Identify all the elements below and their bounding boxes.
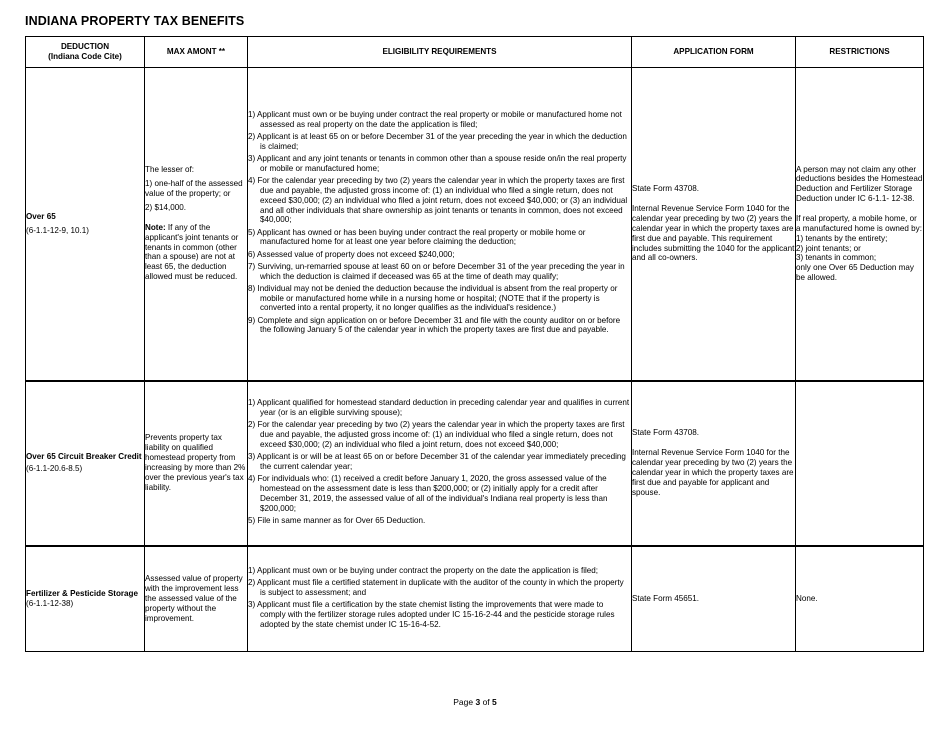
- form-detail: Internal Revenue Service Form 1040 for the calendar year preceding by two (2) years the calendar year in which the property taxes are first due and payable for applicant and spouse.: [632, 448, 794, 497]
- header-restrictions: RESTRICTIONS: [796, 37, 924, 68]
- list-item: 5) Applicant has owned or has been buying under contract the real property or mobile home or manufactured home for at least one year before claiming the deduction;: [248, 227, 586, 247]
- amount-text: Prevents property tax liability on qualified homestead property from increasing by more than 2% over the previous year's tax liability.: [145, 433, 246, 492]
- form-name: State Form 43708.: [632, 184, 700, 194]
- restriction-text: only one Over 65 Deduction may be allowed.: [796, 263, 914, 283]
- eligibility-cell: [248, 381, 632, 546]
- application-form-cell: [632, 546, 796, 652]
- application-form-cell: [632, 68, 796, 381]
- list-item: 3) Applicant and any joint tenants or tenants in common other than a spouse reside on/in the real property or mobile or manufactured home;: [248, 153, 627, 173]
- list-item: 2) For the calendar year preceding by two (2) years the calendar year in which the property taxes are first due and payable, the adjusted gross income of: (1) an individual who filed a single return, does not exceed $30,000; (2) an individual who filed a joint return, does not exceed $40,000;: [248, 420, 625, 449]
- restriction-text: If real property, a mobile home, or a manufactured home is owned by:: [796, 213, 922, 233]
- application-form-cell: [632, 381, 796, 546]
- amount-text: Assessed value of property with the improvement less the assessed value of the property without the improvement.: [145, 574, 243, 623]
- form-name: State Form 43708.: [632, 428, 700, 438]
- deduction-cell: [26, 381, 145, 546]
- header-application-form: APPLICATION FORM: [632, 37, 796, 68]
- deduction-cite: (6-1.1-20.6-8.5): [26, 464, 83, 473]
- deduction-name: Over 65: [26, 211, 56, 221]
- amount-note: [145, 223, 247, 282]
- restriction-text: 1) tenants by the entirety;: [796, 233, 888, 243]
- list-item: 9) Complete and sign application on or before December 31 and file with the county auditor on or before the following January 5 of the calendar year in which the property taxes are first due and payable.: [248, 315, 621, 335]
- page-total: 5: [492, 697, 497, 707]
- list-item: 6) Assessed value of property does not exceed $240,000;: [248, 249, 455, 259]
- restriction-text: A person may not claim any other deductions besides the Homestead Deduction and Fertilizer Storage Deduction under IC 6-1.1- 12-38.: [796, 164, 923, 204]
- list-item: 1) Applicant must own or be buying under contract the property on the date the application is filed;: [248, 565, 599, 575]
- list-item: 4) For individuals who: (1) received a credit before January 1, 2020, the gross assessed value of the homestead on the assessment date is less than $200,000; or (2) initially apply for a credit after December 31, 2019, the assessed value of all of the individual's Indiana real property is less than $200,000;: [248, 474, 608, 513]
- header-deduction: [26, 37, 145, 68]
- footer-prefix: Page: [453, 697, 476, 707]
- restrictions-cell: [796, 546, 924, 652]
- list-item: 2) Applicant is at least 65 on or before December 31 of the year preceding the year in which the deduction is claimed;: [248, 131, 627, 151]
- requirements-list: [248, 566, 631, 630]
- list-item: 2) Applicant must file a certified statement in duplicate with the auditor of the county in which the property is subject to assessment; and: [248, 577, 624, 597]
- list-item: 3) Applicant must file a certification by the state chemist listing the improvements that were made to comply with the fertilizer storage rules adopted under IC 15-16-2-44 and the pesticide storage rules adopted by the state chemist under IC 15-16-4-52.: [248, 599, 615, 629]
- header-eligibility: ELIGIBILITY REQUIREMENTS: [248, 37, 632, 68]
- table-row: [26, 546, 924, 652]
- form-detail: Internal Revenue Service Form 1040 for the calendar year preceding by two (2) years the calendar year in which the property taxes are first due and payable. This requirement includes submitting the 1040 for the applicant and all co-owners.: [632, 204, 795, 263]
- header-max-amount: MAX AMONT **: [145, 37, 248, 68]
- deduction-name: Over 65 Circuit Breaker Credit: [26, 452, 142, 462]
- form-name: State Form 45651.: [632, 593, 700, 603]
- list-item: 3) Applicant is or will be at least 65 on or before December 31 of the calendar year immediately preceding the current calendar year;: [248, 451, 626, 471]
- deduction-cite: (6-1.1-12-9, 10.1): [26, 225, 89, 235]
- table-row: [26, 68, 924, 381]
- note-text: If any of the applicant's joint tenants or tenants in common (other than a spouse) are not at least 65, the deduction allowed must be reduced.: [145, 222, 239, 282]
- list-item: 7) Surviving, un-remarried spouse at least 60 on or before December 31 of the year preceding the year in which the deduction is claimed if deceased was 65 at the time of death may qualify;: [248, 261, 625, 281]
- list-item: 4) For the calendar year preceding by two (2) years the calendar year in which the property taxes are first due and payable, the adjusted gross income of: (1) an individual who filed a single return, does not exceed $30,000; (2) an individual who filed a joint return, does not exceed $40,000; or (3) an individual and all other individuals that share ownership as joint tenants or tenants in common, does not exceed $40,000;: [248, 175, 628, 225]
- list-item: 1) Applicant must own or be buying under contract the real property or mobile or manufactured home not assessed as real property on the date the application is filed;: [248, 109, 622, 129]
- requirements-list: [248, 110, 631, 335]
- page-number: 3: [475, 697, 481, 707]
- header-deduction-sub: (Indiana Code Cite): [48, 52, 122, 61]
- header-row: [26, 37, 924, 68]
- deduction-cell: [26, 546, 145, 652]
- restriction-text: 3) tenants in common;: [796, 253, 877, 263]
- requirements-list: [248, 398, 631, 526]
- amount-cell: [145, 68, 248, 381]
- amount-option: 1) one-half of the assessed value of the property; or: [145, 179, 243, 199]
- amount-cell: [145, 381, 248, 546]
- eligibility-cell: [248, 68, 632, 381]
- benefits-table: [25, 36, 924, 652]
- list-item: 5) File in same manner as for Over 65 Deduction.: [248, 515, 426, 525]
- restrictions-cell: [796, 381, 924, 546]
- amount-cell: [145, 546, 248, 652]
- page-footer: [0, 697, 950, 707]
- restriction-text: None.: [796, 593, 818, 603]
- note-label: Note:: [145, 222, 166, 232]
- restriction-text: 2) joint tenants; or: [796, 243, 861, 253]
- table-row: [26, 381, 924, 546]
- amount-intro: The lesser of:: [145, 165, 195, 175]
- restrictions-cell: [796, 68, 924, 381]
- deduction-cite: (6-1.1-12-38): [26, 598, 74, 608]
- page-title: INDIANA PROPERTY TAX BENEFITS: [25, 14, 245, 28]
- header-deduction-label: DEDUCTION: [60, 42, 110, 52]
- list-item: 1) Applicant qualified for homestead standard deduction in preceding calendar year and qualifies in current year (or is an eligible surviving spouse);: [248, 398, 630, 417]
- list-item: 8) Individual may not be denied the deduction because the individual is absent from the real property or mobile or manufactured home while in a nursing home or hospital; (NOTE that if the property is converted into a rental property, it no longer qualifies as the individual's residence.): [248, 283, 618, 313]
- eligibility-cell: [248, 546, 632, 652]
- deduction-cell: [26, 68, 145, 381]
- footer-middle: of: [480, 697, 493, 707]
- deduction-name: Fertilizer & Pesticide Storage: [26, 588, 139, 598]
- amount-option: 2) $14,000.: [145, 203, 186, 213]
